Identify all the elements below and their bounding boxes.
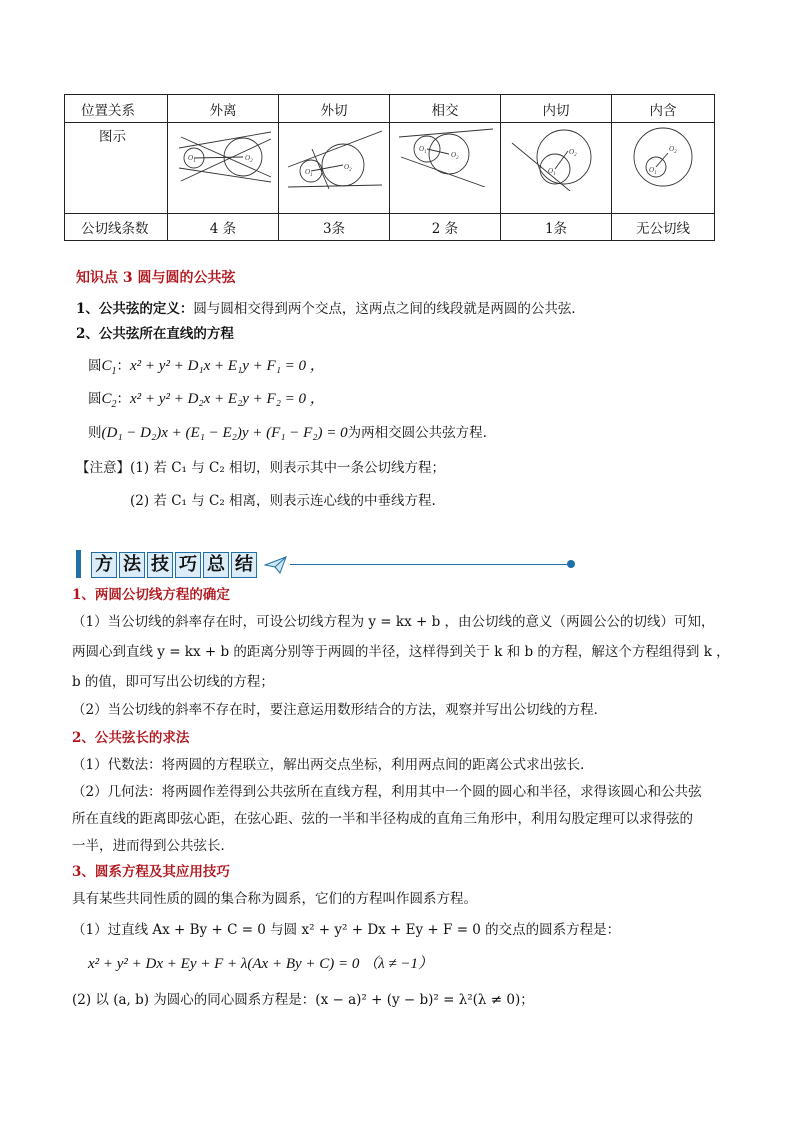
internal-tangent-diagram [506, 127, 606, 191]
chord-para-4: 一半，进而得到公共弦长． [72, 838, 234, 854]
section-title: 知识点 3 圆与圆的公共弦 [76, 270, 236, 286]
c1-equation: x² + y² + D₁x + E₁y + F₁ = 0 ， [130, 358, 325, 374]
tangent-para-2: 两圆心到直线 y = kx + b 的距离分别等于两圆的半径，这样得到关于 k 和 b 的方程，解这个方程组得到 k ， [72, 644, 730, 660]
tangent-para-3: b 的值，即可写出公切线的方程； [72, 674, 274, 690]
c2-equation: x² + y² + D₂x + E₂y + F₂ = 0 ， [130, 391, 325, 407]
o2-label: $O_2$ [569, 148, 577, 158]
c2-symbol: $C_2$ [101, 391, 117, 410]
header-cell: 相交 [390, 95, 501, 123]
banner-accent-bar [76, 550, 81, 578]
definition-title: 1、公共弦的定义： [76, 301, 194, 317]
chord-prefix: 则 [88, 425, 102, 441]
common-chord-equation-line [88, 423, 487, 443]
chord-para-3: 所在直线的距离即弦心距，在弦心距、弦的一半和半径构成的直角三角形中，利用勾股定理可以求得弦的 [72, 811, 693, 827]
chord-line-title: 2、公共弦所在直线的方程 [76, 326, 234, 342]
circle-c2-equation-line: 圆$C_2$：x² + y² + D₂x + E₂y + F₂ = 0 ， [88, 391, 325, 410]
banner-dot [567, 560, 575, 568]
chord-suffix: 为两相交圆公共弦方程. [347, 425, 487, 441]
o1-label: $O_1$ [188, 154, 196, 164]
intersect-circles-diagram [395, 127, 495, 187]
o2-label: $O_2$ [669, 145, 677, 155]
count-label: 公切线条数 [65, 214, 168, 241]
family-equation: x² + y² + Dx + Ey + F + λ(Ax + By + C) = 0 （λ ≠ −1） [88, 956, 433, 972]
contained-circles-diagram [618, 127, 708, 191]
banner-char: 方 [91, 552, 117, 578]
o1-label: $O_1$ [548, 167, 556, 177]
family-para-2: （1）过直线 Ax + By + C = 0 与圆 x² + y² + Dx + Ey + F = 0 的交点的圆系方程是： [72, 922, 621, 938]
o2-label: $O_2$ [451, 151, 459, 161]
header-cell: 位置关系 [65, 95, 168, 123]
count-cell: 无公切线 [612, 214, 715, 241]
table-header-row [65, 95, 715, 123]
tangent-para-4: （2）当公切线的斜率不存在时，要注意运用数形结合的方法，观察并写出公切线的方程． [72, 702, 608, 718]
figure-internal-tangent [501, 123, 612, 214]
count-cell: 1条 [501, 214, 612, 241]
banner-char: 巧 [175, 552, 201, 578]
figure-intersect [390, 123, 501, 214]
family-para-1: 具有某些共同性质的圆的集合称为圆系，它们的方程叫作圆系方程。 [72, 891, 477, 907]
table-figure-row [65, 123, 715, 214]
heading-chord-length: 2、公共弦长的求法 [72, 730, 190, 746]
count-cell: 2 条 [390, 214, 501, 241]
c1-prefix: 圆 [88, 358, 102, 374]
heading-circle-family: 3、圆系方程及其应用技巧 [72, 864, 230, 880]
note-label: 【注意】 [76, 460, 130, 476]
count-cell: 4 条 [168, 214, 279, 241]
o1-label: $O_1$ [305, 168, 313, 178]
chord-para-1: （1）代数法：将两圆的方程联立，解出两交点坐标，利用两点间的距离公式求出弦长． [72, 757, 594, 773]
o1-label: $O_1$ [419, 145, 427, 155]
definition-line [76, 299, 585, 319]
figure-label: 图示 [65, 123, 168, 214]
external-tangent-diagram [284, 127, 384, 191]
count-cell: 3条 [279, 214, 390, 241]
o2-label: $O_2$ [245, 154, 253, 164]
header-cell: 外离 [168, 95, 279, 123]
header-cell: 内含 [612, 95, 715, 123]
header-cell: 外切 [279, 95, 390, 123]
separate-circles-diagram [173, 127, 273, 187]
paper-plane-icon [264, 555, 288, 575]
banner-char: 结 [231, 552, 257, 578]
chord-para-2: （2）几何法：将两圆作差得到公共弦所在直线方程，利用其中一个圆的圆心和半径，求得该圆心和公共弦 [72, 784, 702, 800]
definition-text: 圆与圆相交得到两个交点，这两点之间的线段就是两圆的公共弦． [193, 301, 585, 317]
family-para-3: (2) 以 (a, b) 为圆心的同心圆系方程是：(x − a)² + (y − b)² = λ²(λ ≠ 0)； [72, 992, 534, 1008]
tangent-para-1: （1）当公切线的斜率存在时，可设公切线方程为 y = kx + b ，由公切线的意义（两圆公公的切线）可知， [72, 614, 715, 630]
circle-c1-equation-line: 圆$C_1$：x² + y² + D₁x + E₁y + F₁ = 0 ， [88, 358, 325, 377]
o1-label: $O_1$ [649, 166, 657, 176]
heading-tangent: 1、两圆公切线方程的确定 [72, 587, 230, 603]
o2-label: $O_2$ [344, 163, 352, 173]
figure-contain [612, 123, 715, 214]
note-2: (2) 若 C₁ 与 C₂ 相离，则表示连心线的中垂线方程. [130, 493, 436, 509]
figure-separate [168, 123, 279, 214]
header-cell: 内切 [501, 95, 612, 123]
banner-divider [290, 564, 570, 565]
chord-equation: (D₁ − D₂)x + (E₁ − E₂)y + (F₁ − F₂) = 0 [101, 425, 348, 441]
banner-char: 总 [203, 552, 229, 578]
method-summary-banner [91, 552, 257, 578]
table-count-row [65, 214, 715, 241]
banner-char: 技 [147, 552, 173, 578]
position-relation-table [64, 94, 715, 241]
banner-char: 法 [119, 552, 145, 578]
figure-external-tangent [279, 123, 390, 214]
note-1: (1) 若 C₁ 与 C₂ 相切，则表示其中一条公切线方程； [130, 460, 446, 476]
note-line-1 [76, 458, 445, 478]
c2-prefix: 圆 [88, 391, 102, 407]
c1-symbol: $C_1$ [101, 358, 117, 377]
